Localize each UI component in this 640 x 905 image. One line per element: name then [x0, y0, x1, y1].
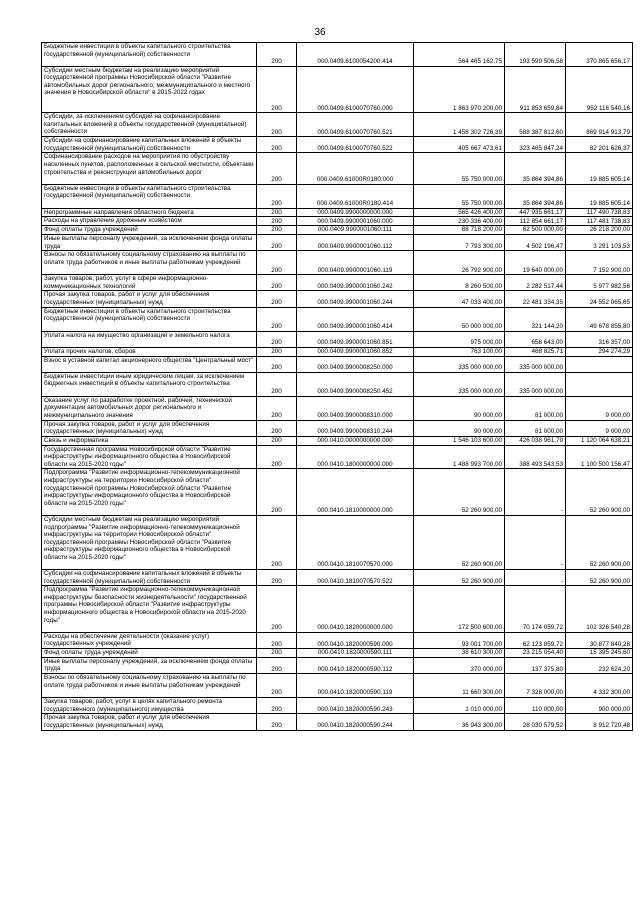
- table-row: [42, 291, 633, 307]
- row-classifier-cell: 000.0409.9900000000.000: [297, 208, 414, 217]
- row-classifier-cell: 000.0410.1820000590.119: [297, 674, 414, 698]
- row-name-cell: Бюджетные инвестиции иным юридическим лицам, за исключением бюджетных инвестиций в объекты капитального строительства: [42, 372, 257, 396]
- row-approved-amount-cell: 1 458 302 726,39: [414, 113, 505, 137]
- row-name-cell: Подпрограмма "Развитие информационно-телекоммуникационной инфраструктуры безопасности жизнедеятельности" государственной программы Новосибирской области "Развитие инфраструктуры информационного общества в Новосибирской области на 2015-2020 годы": [42, 586, 257, 633]
- row-code-cell: 200: [257, 420, 297, 436]
- row-approved-amount-cell: 47 033 400,00: [414, 291, 505, 307]
- row-remainder-amount-cell: 30 877 840,28: [566, 632, 633, 648]
- row-executed-amount-cell: 321 144,20: [505, 307, 566, 331]
- row-remainder-amount-cell: 52 260 900,00: [566, 515, 633, 569]
- row-name-cell: Фонд оплаты труда учреждений: [42, 649, 257, 658]
- row-executed-amount-cell: 19 640 000,00: [505, 251, 566, 275]
- table-row: [42, 396, 633, 420]
- row-remainder-amount-cell: 102 326 540,28: [566, 586, 633, 633]
- row-approved-amount-cell: 93 001 700,00: [414, 632, 505, 648]
- row-approved-amount-cell: 370 000,00: [414, 657, 505, 673]
- row-name-cell: Расходы на обеспечение деятельности (оказание услуг) государственных учреждений: [42, 632, 257, 648]
- row-approved-amount-cell: 335 000 000,00: [414, 372, 505, 396]
- row-classifier-cell: 000.0409.61000R0180.000: [297, 153, 414, 184]
- row-remainder-amount-cell: 24 552 065,65: [566, 291, 633, 307]
- row-code-cell: 200: [257, 396, 297, 420]
- row-classifier-cell: 000.0409.9900001060.112: [297, 234, 414, 250]
- row-classifier-cell: 000.0410.1820000590.112: [297, 657, 414, 673]
- row-classifier-cell: 000.0409.9900001060.852: [297, 347, 414, 356]
- row-classifier-cell: 000.0410.1820000590.243: [297, 698, 414, 714]
- row-remainder-amount-cell: 3 291 103,53: [566, 234, 633, 250]
- row-name-cell: Бюджетные инвестиции в объекты капитального строительства государственной (муниципальной) собственности: [42, 184, 257, 208]
- row-code-cell: 200: [257, 356, 297, 372]
- row-approved-amount-cell: 975 000,00: [414, 331, 505, 347]
- row-classifier-cell: 000.0410.1820000590.111: [297, 649, 414, 658]
- row-executed-amount-cell: 335 000 000,00: [505, 372, 566, 396]
- row-executed-amount-cell: 323 465 847,24: [505, 137, 566, 153]
- row-executed-amount-cell: 62 500 000,00: [505, 226, 566, 235]
- table-row: [42, 714, 633, 730]
- row-executed-amount-cell: 2 282 517,44: [505, 275, 566, 291]
- table-row: [42, 234, 633, 250]
- row-name-cell: Уплата налога на имущество организаций и земельного налога: [42, 331, 257, 347]
- row-approved-amount-cell: 230 336 400,00: [414, 217, 505, 226]
- row-approved-amount-cell: 88 718 200,00: [414, 226, 505, 235]
- row-code-cell: 200: [257, 698, 297, 714]
- row-classifier-cell: 000.0410.0000000000.000: [297, 436, 414, 445]
- row-code-cell: 200: [257, 331, 297, 347]
- table-row: [42, 137, 633, 153]
- row-code-cell: 200: [257, 372, 297, 396]
- table-row: [42, 586, 633, 633]
- table-row: [42, 347, 633, 356]
- row-name-cell: Фонд оплаты труда учреждений: [42, 226, 257, 235]
- row-approved-amount-cell: 52 260 900,00: [414, 469, 505, 516]
- row-name-cell: Бюджетные инвестиции в объекты капитального строительства государственной (муниципальной) собственности: [42, 43, 257, 67]
- row-classifier-cell: 000.0410.1820000000.000: [297, 586, 414, 633]
- table-row: [42, 251, 633, 275]
- row-executed-amount-cell: 23 215 054,40: [505, 649, 566, 658]
- row-remainder-amount-cell: 5 977 982,56: [566, 275, 633, 291]
- row-classifier-cell: 000.0410.1810070570.522: [297, 570, 414, 586]
- row-classifier-cell: 000.0409.6100070760.522: [297, 137, 414, 153]
- row-name-cell: Субсидии местным бюджетам на реализацию мероприятий государственной программы Новосибирской области "Развитие автомобильных дорог регионального, межмуниципального и местного значения в Новосибирской области" в 2015-2022 годах: [42, 66, 257, 113]
- row-executed-amount-cell: 426 038 961,79: [505, 436, 566, 445]
- row-code-cell: 200: [257, 66, 297, 113]
- row-name-cell: Подпрограмма "Развитие информационно-телекоммуникационной инфраструктуры на территории Новосибирской области" государственной программы Новосибирской области "Развитие инфраструктуры информационного общества в Новосибирской области на 2015-2020 годы": [42, 469, 257, 516]
- row-executed-amount-cell: -: [505, 570, 566, 586]
- row-name-cell: Прочая закупка товаров, работ и услуг для обеспечения государственных (муниципальных) нужд: [42, 714, 257, 730]
- row-approved-amount-cell: 565 426 400,00: [414, 208, 505, 217]
- row-approved-amount-cell: 405 667 473,61: [414, 137, 505, 153]
- row-executed-amount-cell: 193 599 506,58: [505, 43, 566, 67]
- row-executed-amount-cell: 35 864 394,86: [505, 153, 566, 184]
- row-remainder-amount-cell: 232 624,20: [566, 657, 633, 673]
- table-row: [42, 515, 633, 569]
- row-executed-amount-cell: 137 375,80: [505, 657, 566, 673]
- row-approved-amount-cell: 7 793 300,00: [414, 234, 505, 250]
- row-remainder-amount-cell: [566, 356, 633, 372]
- row-executed-amount-cell: -: [505, 515, 566, 569]
- row-remainder-amount-cell: 1 100 500 156,47: [566, 445, 633, 469]
- row-approved-amount-cell: 36 943 300,00: [414, 714, 505, 730]
- row-approved-amount-cell: 26 792 900,00: [414, 251, 505, 275]
- row-executed-amount-cell: 468 825,71: [505, 347, 566, 356]
- row-approved-amount-cell: 52 260 900,00: [414, 515, 505, 569]
- row-name-cell: Государственная программа Новосибирской области "Развитие инфраструктуры информационного общества в Новосибирской области на 2015-2020 годы": [42, 445, 257, 469]
- row-name-cell: Расходы на управление дорожным хозяйством: [42, 217, 257, 226]
- row-name-cell: Закупка товаров, работ, услуг в целях капитального ремонта государственного (муниципального) имущества: [42, 698, 257, 714]
- row-classifier-cell: 000.0409.9900001060.851: [297, 331, 414, 347]
- row-approved-amount-cell: 172 500 600,00: [414, 586, 505, 633]
- table-row: [42, 217, 633, 226]
- row-executed-amount-cell: 70 174 059,72: [505, 586, 566, 633]
- row-executed-amount-cell: 35 864 394,86: [505, 184, 566, 208]
- row-classifier-cell: 000.0409.9900001060.000: [297, 217, 414, 226]
- row-remainder-amount-cell: 9 000,00: [566, 396, 633, 420]
- row-remainder-amount-cell: 952 116 540,16: [566, 66, 633, 113]
- row-name-cell: Прочая закупка товаров, работ и услуг для обеспечения государственных (муниципальных) нужд: [42, 291, 257, 307]
- row-code-cell: 200: [257, 113, 297, 137]
- row-name-cell: Взнос в уставной капитал акционерного общества "Центральный мост": [42, 356, 257, 372]
- row-approved-amount-cell: 52 260 900,00: [414, 570, 505, 586]
- row-approved-amount-cell: 1 546 103 600,00: [414, 436, 505, 445]
- row-classifier-cell: 000.0409.9900001060.111: [297, 226, 414, 235]
- row-name-cell: Прочая закупка товаров, работ и услуг для обеспечения государственных (муниципальных) нужд: [42, 420, 257, 436]
- row-remainder-amount-cell: 19 885 605,14: [566, 184, 633, 208]
- budget-table-body: [42, 43, 633, 731]
- row-approved-amount-cell: 1 863 970 200,00: [414, 66, 505, 113]
- row-approved-amount-cell: 11 660 300,00: [414, 674, 505, 698]
- row-approved-amount-cell: 564 465 162,75: [414, 43, 505, 67]
- row-classifier-cell: 000.0410.1810000000.000: [297, 469, 414, 516]
- table-row: [42, 113, 633, 137]
- row-name-cell: Оказание услуг по разработке проектной, рабочей, технической документации автомобильных дорог регионального и межмуниципального значения: [42, 396, 257, 420]
- row-remainder-amount-cell: 52 260 900,00: [566, 570, 633, 586]
- row-code-cell: 200: [257, 469, 297, 516]
- row-code-cell: 200: [257, 586, 297, 633]
- row-executed-amount-cell: 388 493 543,53: [505, 445, 566, 469]
- row-code-cell: 200: [257, 445, 297, 469]
- row-code-cell: 200: [257, 208, 297, 217]
- row-executed-amount-cell: 335 000 000,00: [505, 356, 566, 372]
- table-row: [42, 153, 633, 184]
- table-row: [42, 356, 633, 372]
- row-executed-amount-cell: 81 000,00: [505, 396, 566, 420]
- row-classifier-cell: 000.0409.9900008310.244: [297, 420, 414, 436]
- row-name-cell: Взносы по обязательному социальному страхованию на выплаты по оплате труда работников и иные выплаты работникам учреждений: [42, 674, 257, 698]
- table-row: [42, 66, 633, 113]
- row-executed-amount-cell: -: [505, 469, 566, 516]
- row-classifier-cell: 000.0410.1800000000.000: [297, 445, 414, 469]
- row-approved-amount-cell: 1 488 993 700,00: [414, 445, 505, 469]
- row-remainder-amount-cell: 49 678 855,80: [566, 307, 633, 331]
- row-code-cell: 200: [257, 657, 297, 673]
- row-classifier-cell: 000.0409.9900001060.119: [297, 251, 414, 275]
- row-approved-amount-cell: 763 100,00: [414, 347, 505, 356]
- row-approved-amount-cell: 8 260 500,00: [414, 275, 505, 291]
- row-approved-amount-cell: 335 000 000,00: [414, 356, 505, 372]
- row-approved-amount-cell: 38 610 300,00: [414, 649, 505, 658]
- table-row: [42, 331, 633, 347]
- row-code-cell: 200: [257, 137, 297, 153]
- row-executed-amount-cell: 447 935 661,17: [505, 208, 566, 217]
- row-remainder-amount-cell: 1 120 064 638,21: [566, 436, 633, 445]
- row-code-cell: 200: [257, 184, 297, 208]
- row-remainder-amount-cell: 15 395 245,60: [566, 649, 633, 658]
- page-number: 36: [314, 27, 326, 38]
- table-row: [42, 649, 633, 658]
- row-remainder-amount-cell: [566, 372, 633, 396]
- row-executed-amount-cell: 911 853 659,84: [505, 66, 566, 113]
- row-code-cell: 200: [257, 347, 297, 356]
- row-name-cell: Субсидии на софинансирование капитальных вложений в объекты государственной (муниципальной) собственности: [42, 137, 257, 153]
- row-classifier-cell: 000.0410.1820000590.244: [297, 714, 414, 730]
- row-code-cell: 200: [257, 307, 297, 331]
- row-approved-amount-cell: 55 750 000,00: [414, 184, 505, 208]
- row-name-cell: Субсидии местным бюджетам на реализацию мероприятий подпрограммы "Развитие информационно-телекоммуникационной инфраструктуры на территории Новосибирской области" государственной программы Новосибирской области "Развитие инфраструктуры информационного общества в Новосибирской области на 2015-2020 годы": [42, 515, 257, 569]
- table-row: [42, 307, 633, 331]
- row-code-cell: 200: [257, 674, 297, 698]
- row-name-cell: Бюджетные инвестиции в объекты капитального строительства государственной (муниципальной) собственности: [42, 307, 257, 331]
- row-classifier-cell: 000.0409.9900008250.452: [297, 372, 414, 396]
- row-classifier-cell: 000.0409.6100070760.000: [297, 66, 414, 113]
- row-classifier-cell: 000.0409.6100054200.414: [297, 43, 414, 67]
- row-executed-amount-cell: 4 502 196,47: [505, 234, 566, 250]
- table-row: [42, 226, 633, 235]
- table-row: [42, 469, 633, 516]
- row-classifier-cell: 000.0409.9900001060.414: [297, 307, 414, 331]
- row-code-cell: 200: [257, 291, 297, 307]
- row-classifier-cell: 000.0409.9900008310.000: [297, 396, 414, 420]
- table-row: [42, 570, 633, 586]
- row-code-cell: 200: [257, 714, 297, 730]
- row-name-cell: Субсидии на софинансирование капитальных вложений в объекты государственной (муниципальной) собственности: [42, 570, 257, 586]
- row-classifier-cell: 000.0410.1810070570.000: [297, 515, 414, 569]
- table-row: [42, 436, 633, 445]
- row-classifier-cell: 000.0409.6100070760.521: [297, 113, 414, 137]
- table-row: [42, 208, 633, 217]
- row-name-cell: Непрограммные направления областного бюджета: [42, 208, 257, 217]
- row-remainder-amount-cell: 370 865 656,17: [566, 43, 633, 67]
- row-remainder-amount-cell: 19 885 605,14: [566, 153, 633, 184]
- row-name-cell: Уплата прочих налогов, сборов: [42, 347, 257, 356]
- row-executed-amount-cell: 112 854 661,17: [505, 217, 566, 226]
- row-remainder-amount-cell: 117 481 738,83: [566, 217, 633, 226]
- row-code-cell: 200: [257, 153, 297, 184]
- row-code-cell: 200: [257, 275, 297, 291]
- row-approved-amount-cell: 1 010 000,00: [414, 698, 505, 714]
- row-remainder-amount-cell: 8 912 720,48: [566, 714, 633, 730]
- row-approved-amount-cell: 90 000,00: [414, 420, 505, 436]
- row-name-cell: Взносы по обязательному социальному страхованию на выплаты по оплате труда работников и иные выплаты работникам учреждений: [42, 251, 257, 275]
- row-executed-amount-cell: 28 030 579,52: [505, 714, 566, 730]
- table-row: [42, 372, 633, 396]
- table-row: [42, 698, 633, 714]
- row-remainder-amount-cell: 869 914 913,79: [566, 113, 633, 137]
- row-code-cell: 200: [257, 217, 297, 226]
- row-name-cell: Связь и информатика: [42, 436, 257, 445]
- budget-table: [41, 42, 633, 731]
- row-code-cell: 200: [257, 234, 297, 250]
- row-executed-amount-cell: 62 123 859,72: [505, 632, 566, 648]
- row-executed-amount-cell: 110 000,00: [505, 698, 566, 714]
- row-classifier-cell: 000.0409.9900008250.000: [297, 356, 414, 372]
- row-classifier-cell: 000.0409.61000R0180.414: [297, 184, 414, 208]
- row-remainder-amount-cell: 4 332 300,00: [566, 674, 633, 698]
- row-code-cell: 200: [257, 649, 297, 658]
- row-name-cell: Закупка товаров, работ, услуг в сфере информационно-коммуникационных технологий: [42, 275, 257, 291]
- row-remainder-amount-cell: 52 260 900,00: [566, 469, 633, 516]
- row-code-cell: 200: [257, 515, 297, 569]
- row-code-cell: 200: [257, 436, 297, 445]
- table-row: [42, 445, 633, 469]
- row-classifier-cell: 000.0409.9900001060.242: [297, 275, 414, 291]
- row-approved-amount-cell: 55 750 000,00: [414, 153, 505, 184]
- table-row: [42, 420, 633, 436]
- row-name-cell: Субсидии, за исключением субсидий на софинансирование капитальных вложений в объекты государственной (муниципальной) собственности: [42, 113, 257, 137]
- row-code-cell: 200: [257, 43, 297, 67]
- row-executed-amount-cell: 7 328 000,00: [505, 674, 566, 698]
- row-classifier-cell: 000.0409.9900001060.244: [297, 291, 414, 307]
- row-classifier-cell: 000.0410.1820000590.000: [297, 632, 414, 648]
- row-remainder-amount-cell: 9 000,00: [566, 420, 633, 436]
- row-name-cell: Иные выплаты персоналу учреждений, за исключением фонда оплаты труда: [42, 234, 257, 250]
- row-executed-amount-cell: 22 481 334,35: [505, 291, 566, 307]
- row-code-cell: 200: [257, 570, 297, 586]
- row-remainder-amount-cell: 117 490 738,83: [566, 208, 633, 217]
- row-executed-amount-cell: 81 000,00: [505, 420, 566, 436]
- row-code-cell: 200: [257, 226, 297, 235]
- row-name-cell: Иные выплаты персоналу учреждений, за исключением фонда оплаты труда: [42, 657, 257, 673]
- row-remainder-amount-cell: 294 274,29: [566, 347, 633, 356]
- row-name-cell: Софинансирование расходов на мероприятия по обустройству населенных пунктов, расположенных в сельской местности, объектами строительства и реконструкции автомобильных дорог: [42, 153, 257, 184]
- row-executed-amount-cell: 588 387 812,60: [505, 113, 566, 137]
- row-approved-amount-cell: 50 000 000,00: [414, 307, 505, 331]
- table-row: [42, 657, 633, 673]
- table-row: [42, 275, 633, 291]
- row-approved-amount-cell: 90 000,00: [414, 396, 505, 420]
- table-row: [42, 184, 633, 208]
- row-executed-amount-cell: 658 643,00: [505, 331, 566, 347]
- row-remainder-amount-cell: 7 152 900,00: [566, 251, 633, 275]
- row-remainder-amount-cell: 82 201 626,37: [566, 137, 633, 153]
- table-row: [42, 632, 633, 648]
- table-row: [42, 674, 633, 698]
- row-code-cell: 200: [257, 251, 297, 275]
- row-remainder-amount-cell: 316 357,00: [566, 331, 633, 347]
- row-remainder-amount-cell: 900 000,00: [566, 698, 633, 714]
- row-remainder-amount-cell: 26 218 200,00: [566, 226, 633, 235]
- table-row: [42, 43, 633, 67]
- row-code-cell: 200: [257, 632, 297, 648]
